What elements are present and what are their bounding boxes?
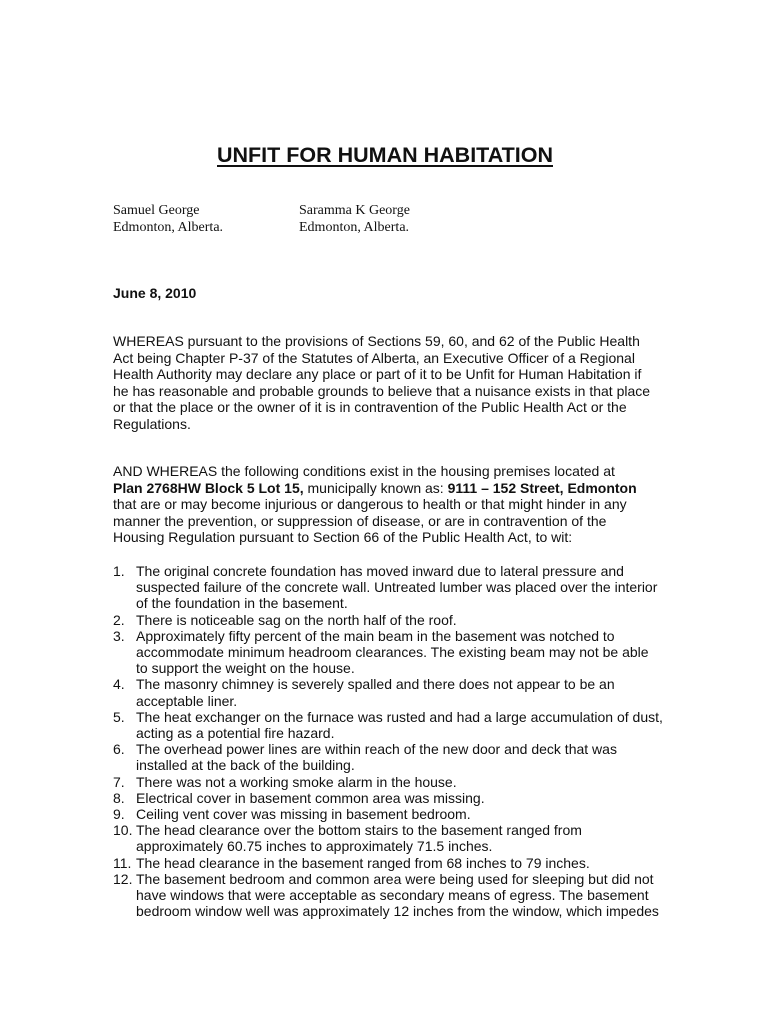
list-item [113,563,673,612]
list-item [113,774,673,790]
list-item-number: 4. [113,676,125,693]
and-whereas-paragraph [113,463,658,546]
list-item-number: 5. [113,708,125,725]
list-item-number: 2. [113,611,125,628]
list-item-text: The heat exchanger on the furnace was rusted and had a large accumulation of dust, acting as a potential fire hazard. [136,708,663,742]
list-item-text: Electrical cover in basement common area was missing. [136,789,485,806]
list-item-number: 9. [113,806,125,823]
list-item [113,806,673,822]
list-item-text: There is noticeable sag on the north half of the roof. [136,611,457,628]
list-item [113,855,673,871]
property-address: 9111 – 152 Street, Edmonton [447,479,637,496]
list-item [113,871,673,920]
list-item-text: There was not a working smoke alarm in the house. [136,773,457,790]
list-item-number: 10. [113,822,133,839]
list-item-text: The masonry chimney is severely spalled and there does not appear to be an acceptable liner. [136,676,615,709]
list-item [113,628,673,677]
list-item-text: The head clearance in the basement ranged from 68 inches to 79 inches. [136,854,590,871]
list-item [113,790,673,806]
list-item-number: 11. [113,854,132,871]
and-whereas-intro: AND WHEREAS the following conditions exist in the housing premises located at [113,463,615,479]
list-item-text: Ceiling vent cover was missing in basement bedroom. [136,806,471,823]
list-item [113,822,673,854]
document-date: June 8, 2010 [113,285,197,301]
party-1 [113,202,223,236]
legal-description: Plan 2768HW Block 5 Lot 15, [113,479,304,496]
party-2-location: Edmonton, Alberta. [299,220,410,235]
list-item-text: The original concrete foundation has moved inward due to lateral pressure and suspected failure of the concrete wall. Untreated lumber was placed over the interior of the foundation in the basement. [136,563,658,612]
list-item [113,709,673,741]
list-item-text: The basement bedroom and common area were being used for sleeping but did not have windows that were acceptable as secondary means of egress. The basement bedroom window well was approximately 12 inches from the window, which impedes [136,870,659,920]
list-item-number: 7. [113,773,125,790]
and-whereas-rest: that are or may become injurious or dangerous to health or that might hinder in any manner the prevention, or suppression of disease, or are in contravention of the Housing Regulation pursuant to Section 66 of the Public Health Act, to wit: [113,496,627,546]
known-as-label: municipally known as: [307,479,444,496]
list-item-text: The overhead power lines are within reach of the new door and deck that was installed at the back of the building. [136,741,617,774]
list-item-number: 3. [113,627,125,644]
list-item-number: 1. [113,563,125,579]
whereas-paragraph: WHEREAS pursuant to the provisions of Sections 59, 60, and 62 of the Public Health Act being Chapter P-37 of the Statutes of Alberta, an Executive Officer of a Regional Health Authority may declare any place or part of it to be Unfit for Human Habitation if he has reasonable and probable grounds to believe that a nuisance exists in that place or that the place or the owner of it is in contravention of the Public Health Act or the Regulations. [113,333,651,432]
list-item-number: 12. [113,870,133,887]
list-item [113,741,673,773]
list-item-number: 8. [113,789,125,806]
document-title: UNFIT FOR HUMAN HABITATION [217,143,553,167]
party-1-name: Samuel George [113,203,200,218]
list-item [113,612,673,628]
list-item-text: Approximately fifty percent of the main beam in the basement was notched to accommodate minimum headroom clearances. The existing beam may not be able to support the weight on the house. [136,627,649,677]
list-item [113,676,673,708]
conditions-list [113,563,673,919]
party-2 [299,202,410,236]
list-item-number: 6. [113,741,125,758]
party-2-name: Saramma K George [299,203,410,218]
list-item-text: The head clearance over the bottom stairs to the basement ranged from approximately 60.75 inches to approximately 71.5 inches. [136,822,582,855]
party-1-location: Edmonton, Alberta. [113,220,224,235]
